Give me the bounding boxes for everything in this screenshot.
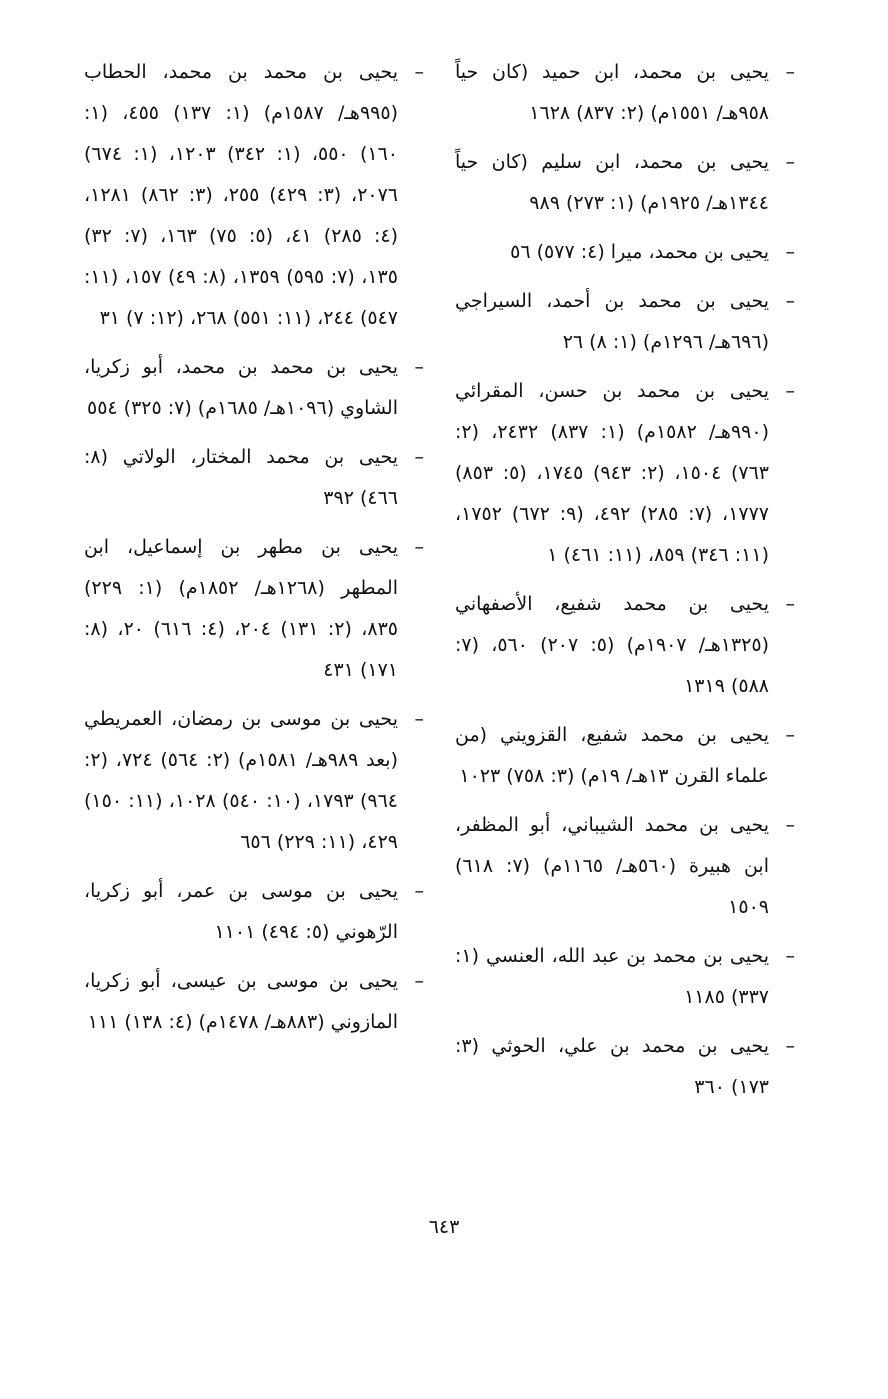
entry-dash: – [785,290,795,312]
entry-text: يحيى بن محمد بن محمد، أبو زكريا، الشاوي (١٠٩٦هـ/ ١٦٨٥م) (٧: ٣٢٥) ٥٥٤ [84,356,398,419]
entry-dash: – [785,1035,795,1057]
entry-text: يحيى بن محمد بن عبد الله، العنسي (١: ٣٣٧) ١١٨٥ [455,945,769,1008]
entry-text: يحيى بن مطهر بن إسماعيل، ابن المطهر (١٢٦٨هـ/ ١٨٥٢م) (١: ٢٢٩) ٨٣٥، (٢: ١٣١) ٢٠٤، (٤: ٦١٦) ٢٠، (٨: ١٧١) ٤٣١ [84,536,399,681]
entry-text: يحيى بن محمد بن حسن، المقرائي (٩٩٠هـ/ ١٥٨٢م) (١: ٨٣٧) ٢٤٣٢، (٢: ٧٦٣) ١٥٠٤، (٢: ٩٤٣) ١٧٤٥، (٥: ٨٥٣) ١٧٧٧، (٧: ٢٨٥) ٤٩٢، (٩: ٦٧٢) ١٧٥٢، (١١: ٣٤٦) ٨٥٩، (١١: ٤٦١) ١ [455,380,770,566]
entry-text: يحيى بن موسى بن عيسى، أبو زكريا، المازوني (٨٨٣هـ/ ١٤٧٨م) (٤: ١٣٨) ١١١ [84,970,398,1033]
entry-text: يحيى بن محمد بن علي، الحوثي (٣: ١٧٣) ٣٦٠ [455,1035,769,1098]
entry-dash: – [785,380,795,402]
index-entry [455,142,795,224]
entry-dash: – [414,536,424,558]
entry-dash: – [785,724,795,746]
index-entry [455,715,795,797]
index-entry [84,347,424,429]
index-entry [84,699,424,863]
entry-dash: – [785,151,795,173]
index-entry [84,527,424,691]
index-column-right [455,52,795,1116]
entry-dash: – [785,814,795,836]
entry-text: يحيى بن محمد بن محمد، الحطاب (٩٩٥هـ/ ١٥٨٧م) (١: ١٣٧) ٤٥٥، (١: ١٦٠) ٥٥٠، (١: ٣٤٢) ١٢٠٣، (١: ٦٧٤) ٢٠٧٦، (٣: ٤٢٩) ٢٥٥، (٣: ٨٦٢) ١٢٨١، (٤: ٢٨٥) ٤١، (٥: ٧٥) ١٦٣، (٧: ٣٢) ١٣٥، (٧: ٥٩٥) ١٣٥٩، (٨: ٤٩) ١٥٧، (١١: ٥٤٧) ٢٤٤، (١١: ٥٥١) ٢٦٨، (١٢: ٧) ٣١ [84,61,399,329]
index-entry [84,437,424,519]
index-column-left [84,52,424,1051]
entry-dash: – [785,241,795,263]
entry-dash: – [414,708,424,730]
page-number: ٦٤٣ [428,1216,460,1238]
index-entry [455,584,795,707]
index-entry [455,371,795,576]
entry-text: يحيى بن محمد شفيع، الأصفهاني (١٣٢٥هـ/ ١٩٠٧م) (٥: ٢٠٧) ٥٦٠، (٧: ٥٨٨) ١٣١٩ [455,593,769,697]
entry-text: يحيى بن محمد، ميرا (٤: ٥٧٧) ٥٦ [510,241,769,263]
index-entry [455,281,795,363]
index-entry [84,871,424,953]
entry-dash: – [414,446,424,468]
index-entry [455,936,795,1018]
entry-dash: – [785,61,795,83]
index-entry [84,52,424,339]
entry-dash: – [414,970,424,992]
entry-text: يحيى بن محمد شفيع، القزويني (من علماء القرن ١٣هـ/ ١٩م) (٣: ٧٥٨) ١٠٢٣ [455,724,769,787]
entry-dash: – [785,945,795,967]
index-entry [455,232,795,273]
entry-text: يحيى بن محمد بن أحمد، السيراجي (٦٩٦هـ/ ١٢٩٦م) (١: ٨) ٢٦ [455,290,769,353]
entry-text: يحيى بن محمد، ابن سليم (كان حياً ١٣٤٤هـ/ ١٩٢٥م) (١: ٢٧٣) ٩٨٩ [455,151,769,214]
entry-dash: – [414,880,424,902]
entry-dash: – [785,593,795,615]
entry-dash: – [414,61,424,83]
index-entry [84,961,424,1043]
entry-text: يحيى بن موسى بن رمضان، العمريطي (بعد ٩٨٩هـ/ ١٥٨١م) (٢: ٥٦٤) ٧٢٤، (٢: ٩٦٤) ١٧٩٣، (١٠: ٥٤٠) ١٠٢٨، (١١: ١٥٠) ٤٢٩، (١١: ٢٢٩) ٦٥٦ [84,708,399,853]
entry-text: يحيى بن محمد الشيباني، أبو المظفر، ابن هبيرة (٥٦٠هـ/ ١١٦٥م) (٧: ٦١٨) ١٥٠٩ [455,814,769,918]
entry-dash: – [414,356,424,378]
entry-text: يحيى بن محمد المختار، الولاتي (٨: ٤٦٦) ٣٩٢ [84,446,398,509]
entry-text: يحيى بن محمد، ابن حميد (كان حياً ٩٥٨هـ/ ١٥٥١م) (٢: ٨٣٧) ١٦٢٨ [455,61,769,124]
index-entry [455,1026,795,1108]
index-entry [455,52,795,134]
entry-text: يحيى بن موسى بن عمر، أبو زكريا، الرّهوني (٥: ٤٩٤) ١١٠١ [84,880,398,943]
index-entry [455,805,795,928]
